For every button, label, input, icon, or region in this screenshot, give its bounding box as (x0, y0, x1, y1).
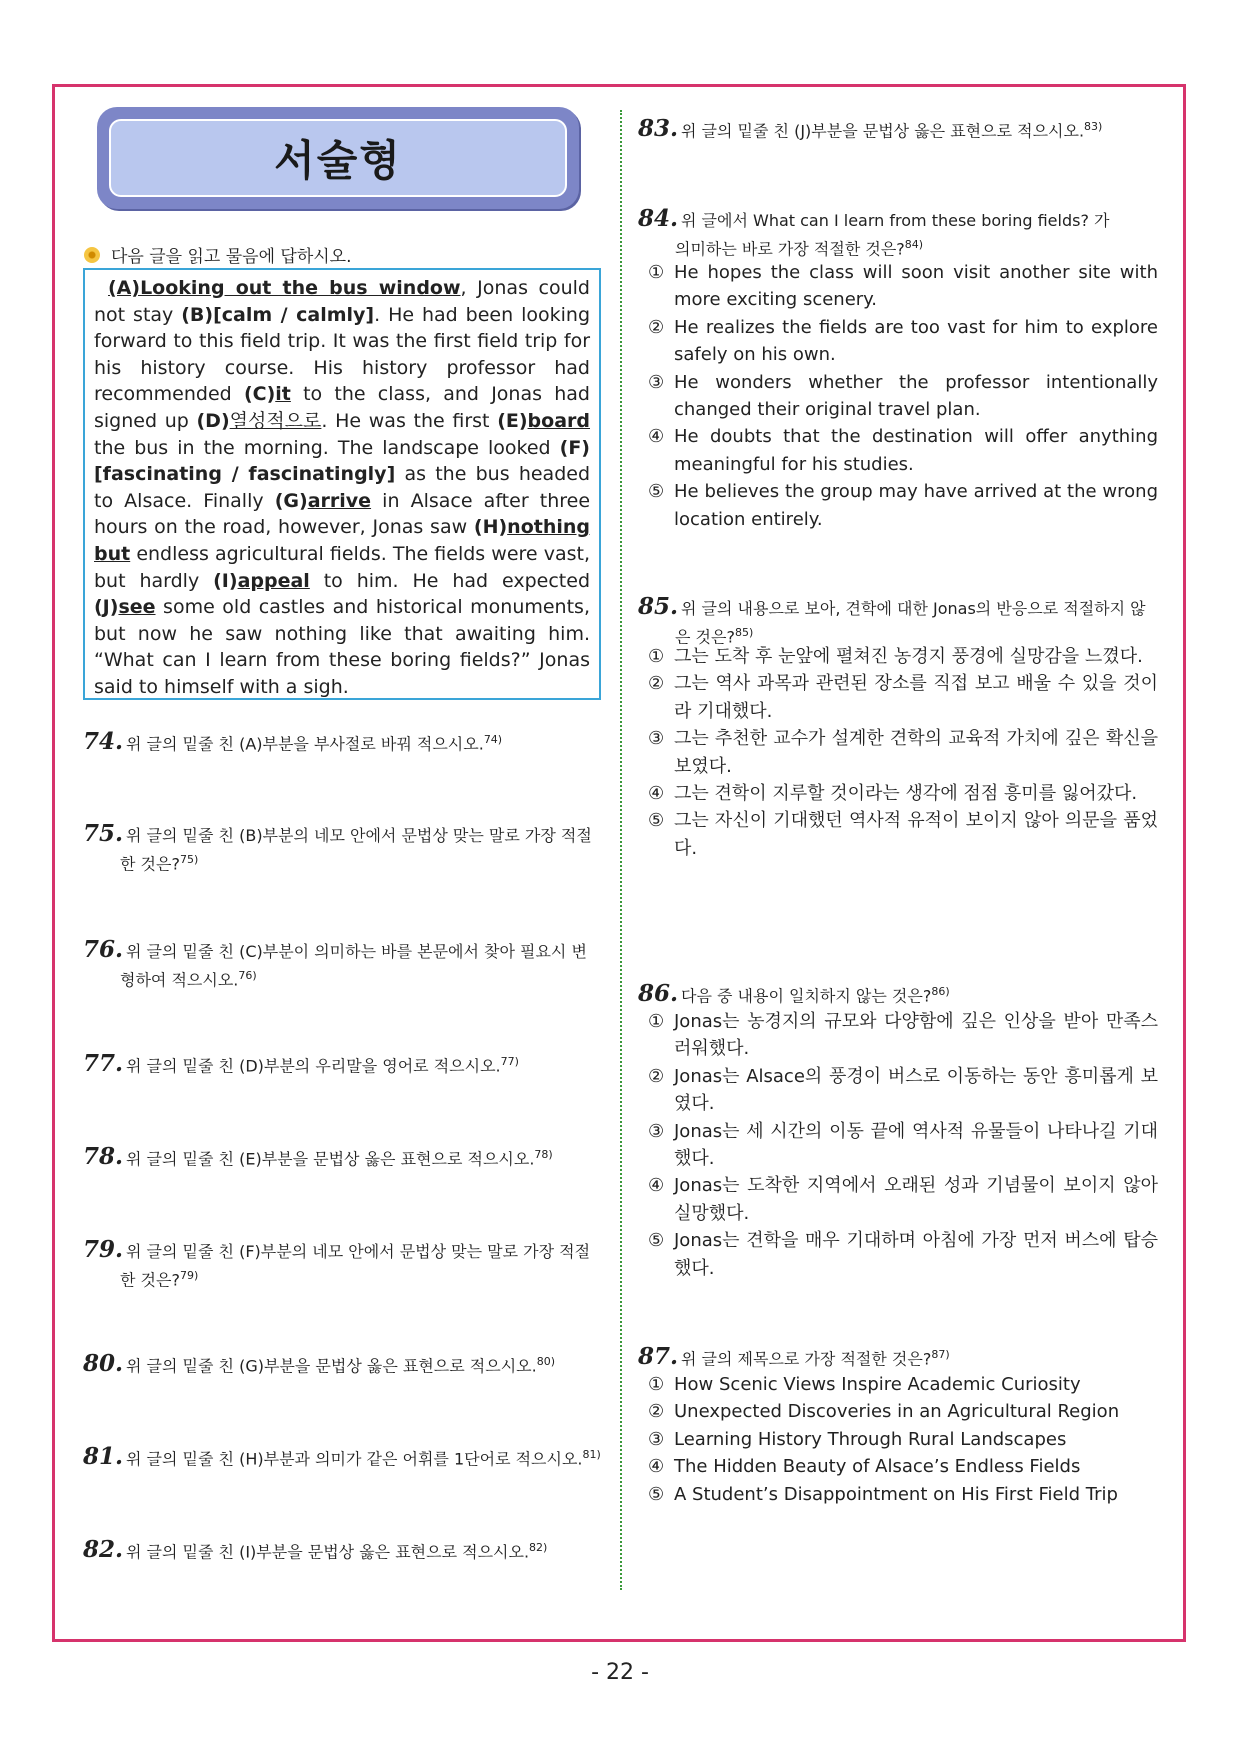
options-85 (648, 643, 1158, 862)
option-87-1[interactable]: ① How Scenic Views Inspire Academic Curiosity (648, 1374, 1081, 1395)
option-86-3[interactable]: ③ Jonas는 세 시간의 이동 끝에 역사적 유물들이 나타나길 기대했다. (648, 1120, 1158, 1170)
flower-icon (83, 246, 101, 264)
option-86-4[interactable]: ④ Jonas는 도착한 지역에서 오래된 성과 기념물이 보이지 않아 실망했다. (648, 1175, 1158, 1224)
option-84-2[interactable]: ② He realizes the fields are too vast for him to explore safely on his own. (648, 316, 1158, 366)
page-number: - 22 - (591, 1660, 649, 1685)
question-76: 76. 위 글의 밑줄 친 (C)부분이 의미하는 바를 본문에서 찾아 필요시 변 형하여 적으시오.$^{76)}$ (83, 936, 587, 990)
question-84: 84. 위 글에서 What can I learn from these boring fields? 가 의미하는 바로 가장 적절한 것은?$^{84)}$ (638, 205, 1110, 259)
column-divider (620, 110, 622, 1590)
question-75: 75. 위 글의 밑줄 친 (B)부분의 네모 안에서 문법상 맞는 말로 가장 적절 한 것은?$^{75)}$ (83, 820, 592, 874)
options-84 (648, 259, 1158, 533)
option-86-2[interactable]: ② Jonas는 Alsace의 풍경이 버스로 이동하는 동안 흥미롭게 보였다. (648, 1065, 1158, 1115)
option-85-4[interactable]: ④ 그는 견학이 지루할 것이라는 생각에 점점 흥미를 잃어갔다. (648, 783, 1138, 805)
options-86 (648, 1008, 1158, 1282)
option-84-1[interactable]: ① He hopes the class will soon visit another site with more exciting scenery. (648, 262, 1158, 311)
option-85-5[interactable]: ⑤ 그는 자신이 기대했던 역사적 유적이 보이지 않아 의문을 품었다. (648, 810, 1158, 859)
option-84-4[interactable]: ④ He doubts that the destination will offer anything meaningful for his studies. (648, 426, 1158, 475)
option-84-3[interactable]: ③ He wonders whether the professor intentionally changed their original travel plan. (648, 371, 1158, 421)
option-86-1[interactable]: ① Jonas는 농경지의 규모와 다양함에 깊은 인상을 받아 만족스러워했다. (648, 1011, 1158, 1060)
question-83: 83. 위 글의 밑줄 친 (J)부분을 문법상 옳은 표현으로 적으시오.$^{83)}$ (638, 115, 1103, 143)
question-77: 77. 위 글의 밑줄 친 (D)부분의 우리말을 영어로 적으시오.$^{77)}$ (83, 1050, 519, 1078)
reading-passage (83, 268, 601, 700)
option-87-3[interactable]: ③ Learning History Through Rural Landscapes (648, 1428, 1067, 1450)
question-78: 78. 위 글의 밑줄 친 (E)부분을 문법상 옳은 표현으로 적으시오.$^{78)}$ (83, 1143, 553, 1171)
option-87-2[interactable]: ② Unexpected Discoveries in an Agricultural Region (648, 1401, 1120, 1423)
question-82: 82. 위 글의 밑줄 친 (I)부분을 문법상 옳은 표현으로 적으시오.$^{82)}$ (83, 1536, 548, 1564)
option-84-5[interactable]: ⑤ He believes the group may have arrived at the wrong location entirely. (648, 481, 1158, 530)
question-74: 74. 위 글의 밑줄 친 (A)부분을 부사절로 바꿔 적으시오.$^{74)}$ (83, 728, 503, 756)
option-86-5[interactable]: ⑤ Jonas는 견학을 매우 기대하며 아침에 가장 먼저 버스에 탑승했다. (648, 1230, 1158, 1279)
instruction-text: 다음 글을 읽고 물음에 답하시오. (111, 247, 352, 267)
option-85-3[interactable]: ③ 그는 추천한 교수가 설계한 견학의 교육적 가치에 깊은 확신을 보였다. (648, 728, 1158, 777)
options-87 (648, 1371, 1158, 1508)
question-81: 81. 위 글의 밑줄 친 (H)부분과 의미가 같은 어휘를 1단어로 적으시오.$^{81)}$ (83, 1443, 601, 1471)
instruction (83, 242, 352, 267)
question-85: 85. 위 글의 내용으로 보아, 견학에 대한 Jonas의 반응으로 적절하지 않 은 것은?$^{85)}$ (638, 593, 1146, 647)
option-85-2[interactable]: ② 그는 역사 과목과 관련된 장소를 직접 보고 배울 수 있을 것이라 기대했다. (648, 673, 1158, 722)
section-title: 서술형 (109, 119, 567, 197)
question-80: 80. 위 글의 밑줄 친 (G)부분을 문법상 옳은 표현으로 적으시오.$^{80)}$ (83, 1350, 556, 1378)
section-title-box (97, 107, 579, 209)
question-87: 87. 위 글의 제목으로 가장 적절한 것은?$^{87)}$ (638, 1343, 950, 1371)
option-87-5[interactable]: ⑤ A Student’s Disappointment on His First Field Trip (648, 1483, 1118, 1505)
question-86: 86. 다음 중 내용이 일치하지 않는 것은?$^{86)}$ (638, 980, 950, 1008)
option-87-4[interactable]: ④ The Hidden Beauty of Alsace’s Endless Fields (648, 1456, 1081, 1478)
question-79: 79. 위 글의 밑줄 친 (F)부분의 네모 안에서 문법상 맞는 말로 가장 적절 한 것은?$^{79)}$ (83, 1236, 591, 1290)
passage-text: (A)Looking out the bus window, Jonas could not stay (B)[calm / calmly]. He had been looking forward to this field trip. It was the first field trip for his history course. His history professor had recommended (C)it to the class, and Jonas had signed up (D)열성적으로. He was the first (E)board the bus in the morning. The landscape looked (F)[fascinating / fascinatingly] as the bus headed to Alsace. Finally (G)arrive in Alsace after three hours on the road, however, Jonas saw (H)nothing but endless agricultural fields. The fields were vast, but hardly (I)appeal to him. He had expected (J)see some old castles and historical monuments, but now he saw nothing like that awaiting him. “What can I learn from these boring fields?” Jonas said to himself with a sigh. (94, 277, 591, 698)
option-85-1[interactable]: ① 그는 도착 후 눈앞에 펼쳐진 농경지 풍경에 실망감을 느꼈다. (648, 646, 1143, 667)
